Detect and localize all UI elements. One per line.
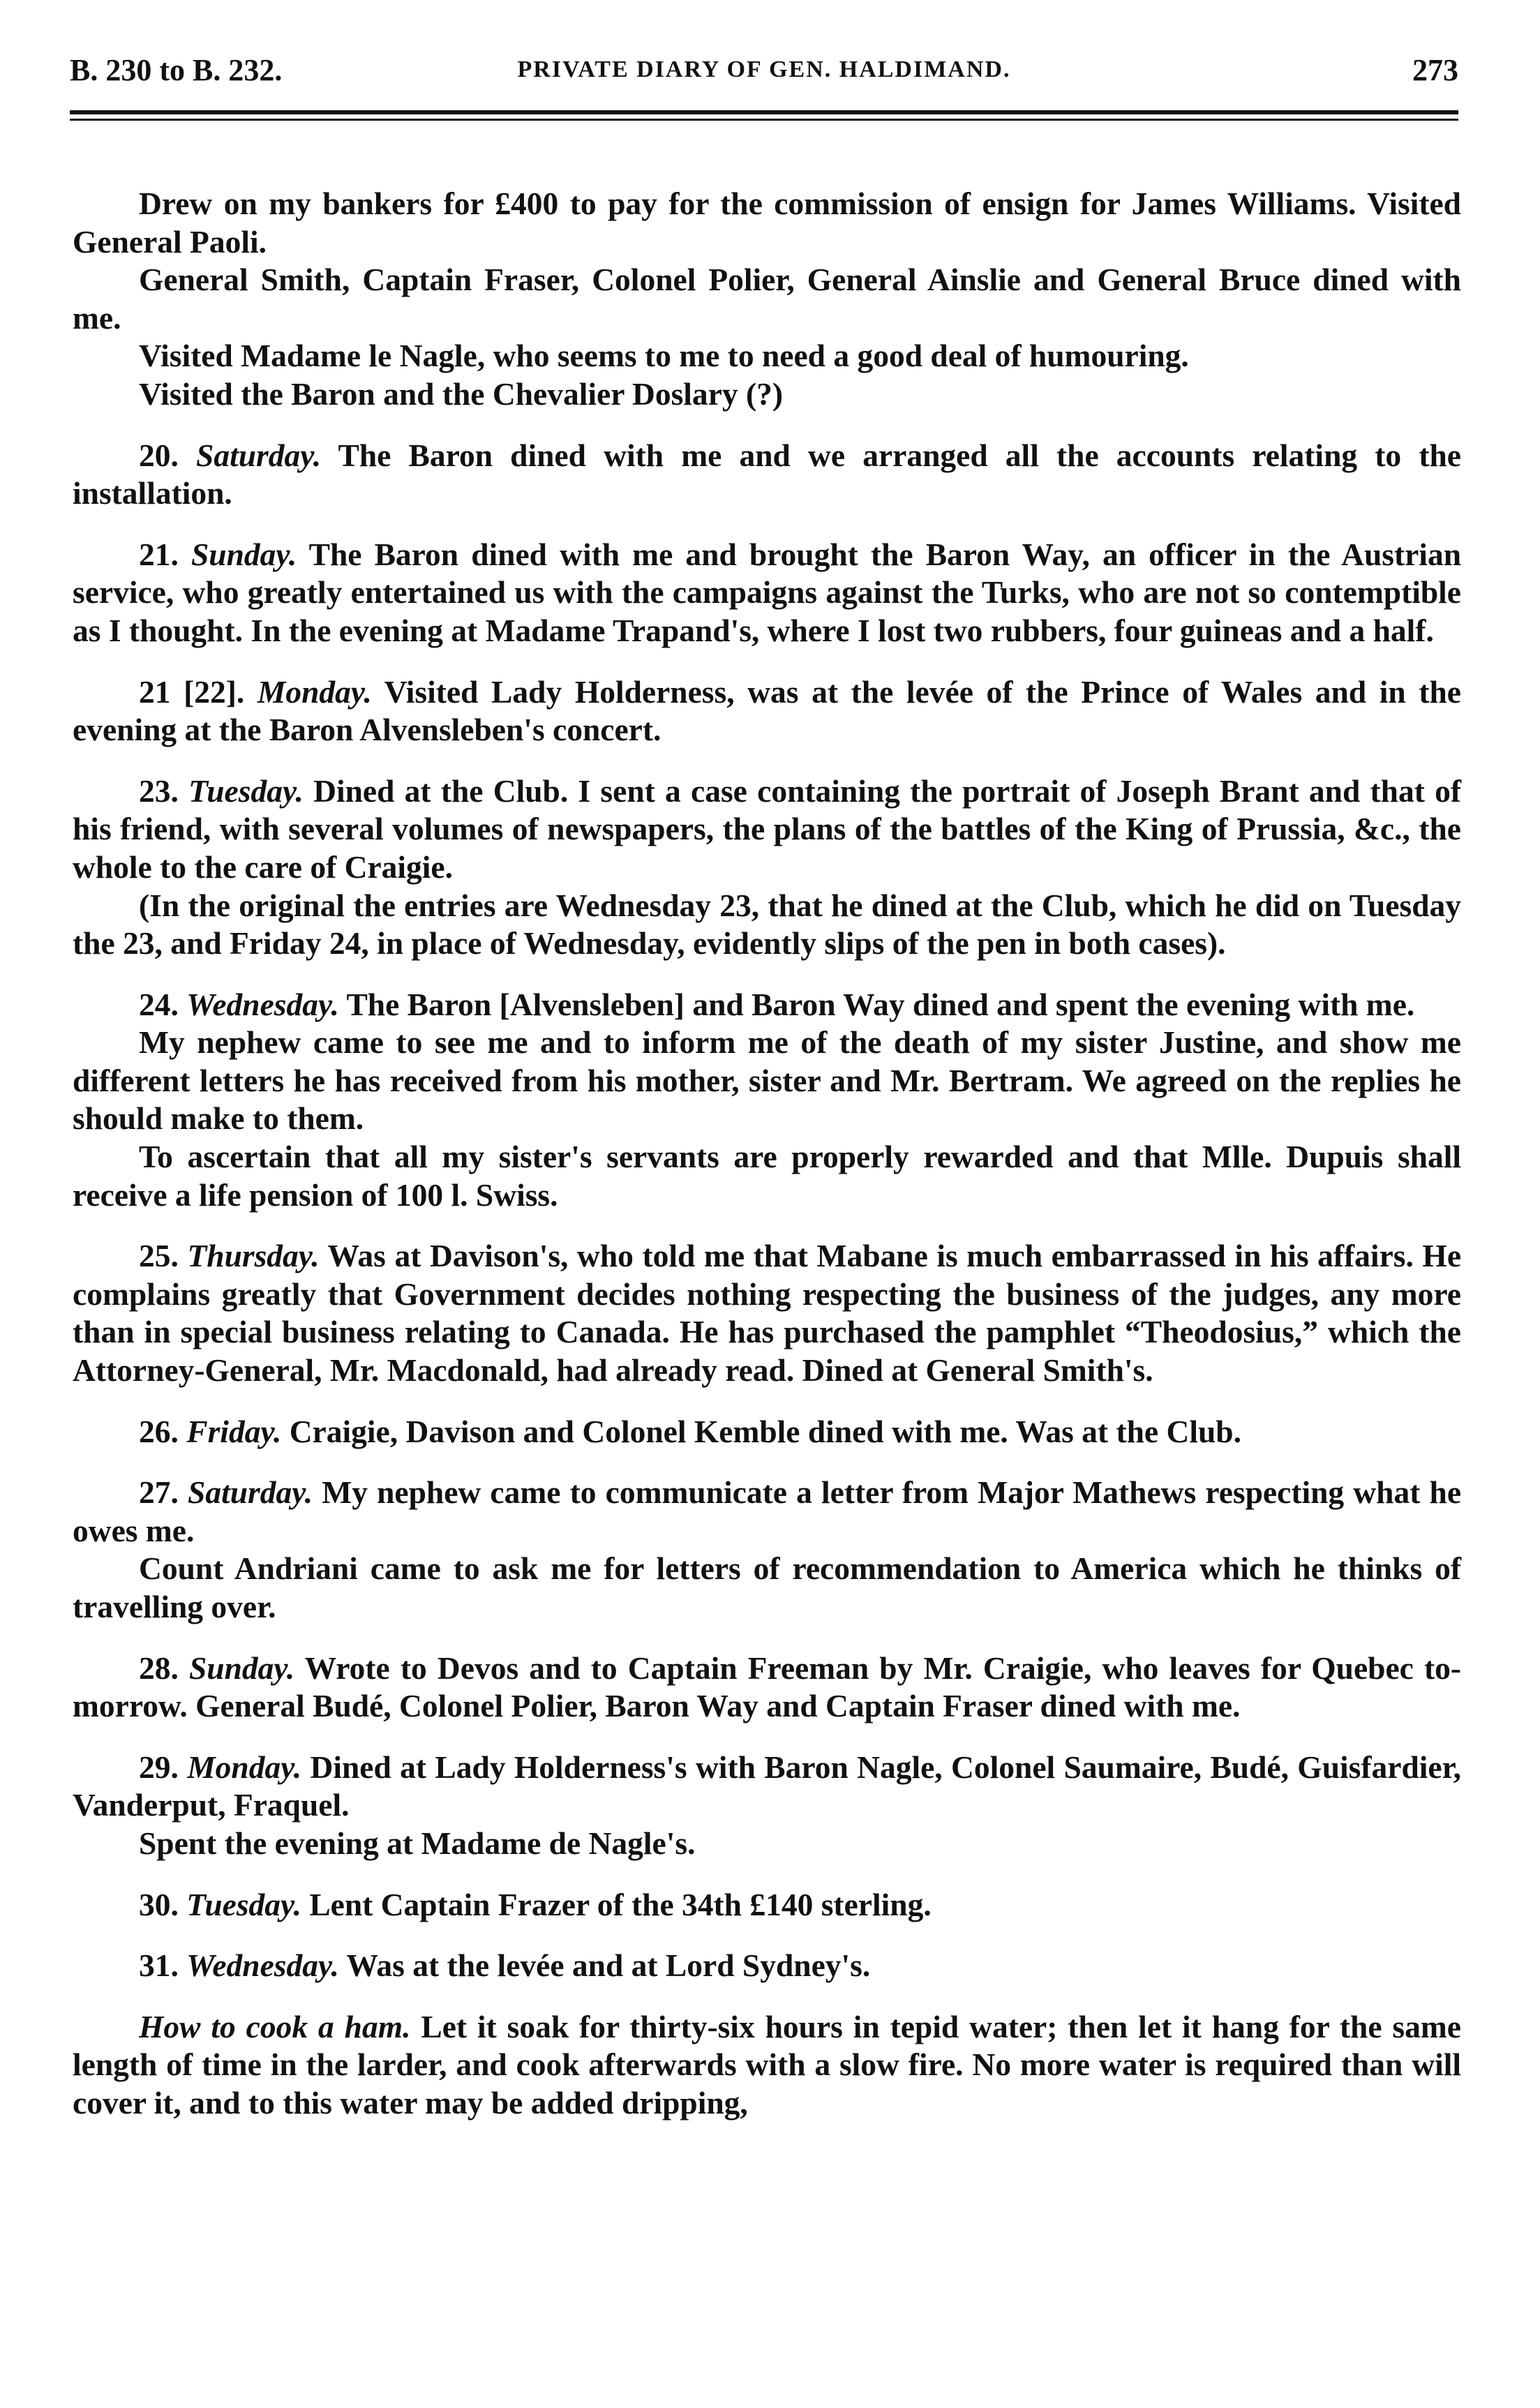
entry-date: 24. <box>139 986 179 1022</box>
header-title: PRIVATE DIARY OF GEN. HALDIMAND. <box>517 57 1011 82</box>
diary-paragraph <box>73 1138 1461 1214</box>
entry-text: Count Andriani came to ask me for letters of recommendation to America which he thinks of travelling over. <box>73 1550 1461 1624</box>
entry-day: Sunday. <box>191 536 297 572</box>
diary-paragraph <box>73 185 1461 261</box>
entry-date: 21 [22]. <box>139 673 245 710</box>
diary-paragraph <box>73 1886 1461 1924</box>
entry-text: The Baron dined with me and we arranged all the accounts relating to the installation. <box>73 437 1461 511</box>
page-number: 273 <box>1412 53 1458 87</box>
entry-text: Craigie, Davison and Colonel Kemble dined with me. Was at the Club. <box>289 1413 1241 1449</box>
entry-date: 30. <box>139 1886 179 1922</box>
diary-paragraph <box>73 887 1461 963</box>
diary-paragraph <box>73 772 1461 887</box>
entry-date: 20. <box>139 437 179 473</box>
entry-day: Tuesday. <box>188 772 304 809</box>
entry-day: Sunday. <box>189 1650 295 1686</box>
entry-text: Visited Madame le Nagle, who seems to me to need a good deal of humouring. <box>139 338 1189 374</box>
entry-text: My nephew came to communicate a letter from Major Mathews respecting what he owes me. <box>73 1474 1462 1548</box>
diary-paragraph <box>73 261 1461 337</box>
diary-paragraph <box>73 1413 1461 1451</box>
entry-text: Drew on my bankers for £400 to pay for the commission of ensign for James Williams. Visited General Paoli. <box>73 186 1461 260</box>
diary-paragraph <box>73 673 1461 749</box>
diary-paragraph <box>73 337 1461 375</box>
diary-paragraph <box>73 1237 1461 1389</box>
entry-text: Dined at the Club. I sent a case containing the portrait of Joseph Brant and that of his friend, with several volumes of newspapers, the plans of the battles of the King of Prussia, &c., the whole to the care of Craigie. <box>73 772 1462 885</box>
entry-date: 27. <box>139 1474 179 1511</box>
entry-text: Visited Lady Holderness, was at the levée of the Prince of Wales and in the evening at the Baron Alvensleben's concert. <box>73 673 1461 748</box>
diary-paragraph <box>73 536 1461 650</box>
entry-day: Saturday. <box>196 437 322 473</box>
header-rule-thin <box>70 119 1458 121</box>
diary-paragraph <box>73 1474 1461 1550</box>
diary-body <box>73 185 1461 2123</box>
entry-text: Wrote to Devos and to Captain Freeman by Mr. Craigie, who leaves for Quebec to-morrow. General Budé, Colonel Polier, Baron Way and Captain Fraser dined with me. <box>73 1650 1462 1724</box>
entry-text: To ascertain that all my sister's servants are properly rewarded and that Mlle. Dupuis shall receive a life pension of 100 l. Swiss. <box>73 1139 1461 1213</box>
diary-paragraph <box>73 986 1461 1024</box>
diary-paragraph <box>73 1550 1461 1626</box>
entry-text: Lent Captain Frazer of the 34th £140 sterling. <box>309 1886 932 1922</box>
diary-paragraph <box>73 1650 1461 1726</box>
diary-paragraph <box>73 1825 1461 1863</box>
entry-text: Visited the Baron and the Chevalier Doslary (?) <box>139 375 784 412</box>
entry-text: Was at the levée and at Lord Sydney's. <box>346 1947 871 1984</box>
entry-date: 31. <box>139 1947 179 1984</box>
entry-day: Monday. <box>187 1749 302 1785</box>
diary-paragraph <box>73 2008 1461 2123</box>
entry-date: 26. <box>139 1413 179 1449</box>
diary-paragraph <box>73 437 1461 513</box>
entry-day: Saturday. <box>188 1474 313 1511</box>
entry-text: Let it soak for thirty-six hours in tepid water; then let it hang for the same length of time in the larder, and cook afterwards with a slow fire. No more water is required than will cover it, and to this water may be added dripping, <box>73 2008 1461 2121</box>
diary-paragraph <box>73 375 1461 414</box>
entry-date: 23. <box>139 772 179 809</box>
entry-day: Wednesday. <box>186 1947 339 1984</box>
entry-day: Friday. <box>186 1413 282 1449</box>
entry-day: Monday. <box>257 673 372 710</box>
entry-text: (In the original the entries are Wednesday 23, that he dined at the Club, which he did on Tuesday the 23, and Friday 24, in place of Wednesday, evidently slips of the pen in both cases). <box>73 887 1461 962</box>
running-head <box>70 52 1458 101</box>
entry-date: 28. <box>139 1650 179 1686</box>
entry-text: Dined at Lady Holderness's with Baron Nagle, Colonel Saumaire, Budé, Guisfardier, Vanderput, Fraquel. <box>73 1749 1461 1823</box>
entry-date: 29. <box>139 1749 179 1785</box>
entry-text: General Smith, Captain Fraser, Colonel Polier, General Ainslie and General Bruce dined with me. <box>73 262 1461 336</box>
entry-text: Was at Davison's, who told me that Mabane is much embarrassed in his affairs. He complains greatly that Government decides nothing respecting the business of the judges, any more than in special business relating to Canada. He has purchased the pamphlet “Theodosius,” which the Attorney-General, Mr. Macdonald, had already read. Dined at General Smith's. <box>73 1238 1462 1389</box>
entry-day: How to cook a ham. <box>139 2008 411 2044</box>
diary-paragraph <box>73 1024 1461 1138</box>
entry-text: The Baron [Alvensleben] and Baron Way dined and spent the evening with me. <box>346 986 1415 1022</box>
entry-date: 25. <box>139 1238 179 1274</box>
header-section-range: B. 230 to B. 232. <box>70 53 283 87</box>
entry-date: 21. <box>139 536 179 572</box>
entry-day: Wednesday. <box>186 986 339 1022</box>
diary-paragraph <box>73 1947 1461 1985</box>
entry-text: My nephew came to see me and to inform me of the death of my sister Justine, and show me different letters he has received from his mother, sister and Mr. Bertram. We agreed on the replies he should make to them. <box>73 1024 1461 1137</box>
entry-day: Thursday. <box>187 1238 320 1274</box>
entry-day: Tuesday. <box>186 1886 301 1922</box>
diary-paragraph <box>73 1749 1461 1825</box>
header-rule-thick <box>70 110 1458 114</box>
entry-text: Spent the evening at Madame de Nagle's. <box>139 1825 696 1861</box>
entry-text: The Baron dined with me and brought the Baron Way, an officer in the Austrian service, who greatly entertained us with the campaigns against the Turks, who are not so contemptible as I thought. In the evening at Madame Trapand's, where I lost two rubbers, four guineas and a half. <box>73 536 1462 648</box>
